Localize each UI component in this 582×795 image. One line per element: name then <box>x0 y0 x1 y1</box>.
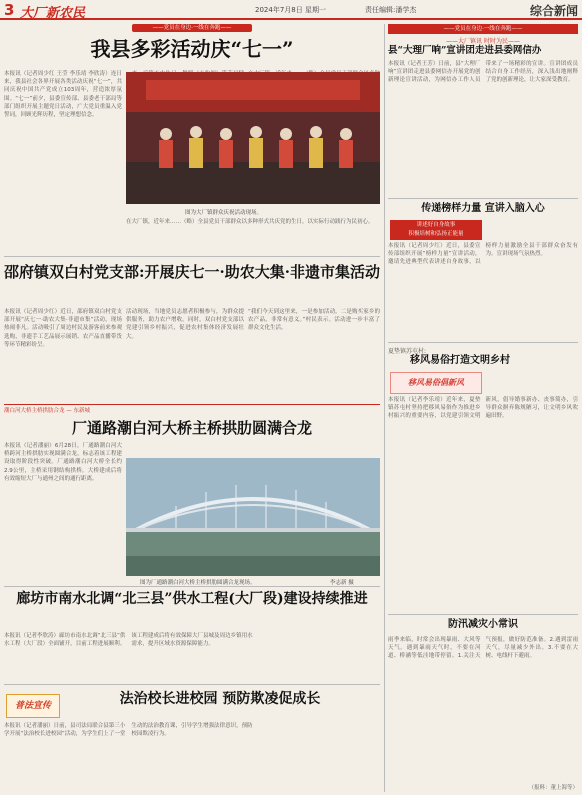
story1-photo <box>126 72 380 204</box>
story3-photo-caption: 图为厂通路潮白河大桥主桥拱肋圆满合龙现场。 <box>140 580 256 586</box>
story2-body-col1: 本报讯（记者周少红）近日，邵府镇双白村党支部开展“庆七一·助农大集·非遗市集”活动，现场热闹非凡。活动吸引了周边村民及游客前来参观选购，非遗手工艺品展示展销、农产品直播带货等环节精彩纷呈。 <box>4 309 122 348</box>
story3-body: 本报讯（记者潘丽）6月28日，厂通路潮白河大桥跨河主桥拱肋实现圆满合龙，标志着该工程建设取得阶段性突破。厂通路潮白河大桥全长约2.9公里，主桥采用钢结构拱桥，大桥建成后将有效缩短大厂与通州之间的通行距离。 <box>4 443 122 482</box>
right2-headline: 传递榜样力量 宣讲入脑入心 <box>421 203 545 214</box>
right1-body: 本报讯（记者王芳）日前，县“大理厂响”宣讲团走进县委网信办开展党的创新理论宣讲活动，为网信办工作人员带来了一场精彩的宣讲。宣讲团成员结合自身工作经历，深入浅出地阐释了党的创新理论，让大家深受教育。 <box>388 61 578 84</box>
divider <box>4 256 380 257</box>
right1-banner: ——党员在身边·一线在奔跑—— <box>388 24 578 34</box>
divider <box>388 198 578 199</box>
right1-kicker: ——大厂镇讯 时时为民—— <box>446 38 520 45</box>
right1-headline: 县“大理厂响”宣讲团走进县委网信办 <box>388 45 542 56</box>
divider <box>388 342 578 343</box>
divider <box>388 614 578 615</box>
issue-date: 2024年7月8日 星期一 <box>255 6 326 14</box>
story3-kicker: 潮白河大桥主桥拱肋合龙 — 东新城 <box>4 408 90 414</box>
section-title: 综合新闻 <box>529 4 578 18</box>
story4-headline: 廊坊市南水北调“北三县”供水工程(大厂段)建设持续推进 <box>16 591 368 607</box>
story5-headline: 法治校长进校园 预防欺凌促成长 <box>119 691 321 707</box>
page-number: 3 <box>4 1 15 19</box>
story1-body-col1: 本报讯（记者周少红 王莹 李乐靖 李欣涛）连日来，我县社会各界开展各类活动庆祝“七一”，共同庆祝中国共产党成立103周年，营造浓厚氛围。“七一”前夕，县委宣传部、县委老干部局等部门组织开展主题党日活动，广大党员重温入党誓词，回顾光辉历程，坚定理想信念。 <box>4 71 122 119</box>
right3-kicker: 夏垫镇苏屯村: <box>388 348 427 355</box>
story3-photo-credit: 李志新 摄 <box>330 580 354 586</box>
story2-headline: 邵府镇双白村党支部:开展庆七一·助农大集·非遗市集活动 <box>4 263 380 281</box>
story5-body: 本报讯（记者潘丽）日前，县司法局联合县第三小学开展“法治校长进校园”活动，为学生们上了一堂生动的法治教育课，引导学生增强法律意识，预防校园欺凌行为。 <box>4 723 253 738</box>
story1-body-tail: 在大厂镇，近年来……（略）全县党员干部群众以多种形式共庆党的生日，以实际行动践行为民初心。 <box>126 219 374 225</box>
right4-headline: 防汛减灾小常识 <box>448 619 518 630</box>
right2-body: 本报讯（记者周少红）近日，县委宣传部组织开展“榜样力量”宣讲活动，邀请先进典型代表讲述自身故事，以榜样力量激励全县干部群众奋发有为。宣讲现场气氛热烈。 <box>388 243 578 266</box>
editor-credit: 责任编辑:潘学杰 <box>365 6 417 14</box>
right4-credit: （报料：董上海等） <box>528 785 578 791</box>
story1-kicker: ——党员在身边·一线在奔跑—— <box>132 24 252 32</box>
story3-bridge-photo <box>126 458 380 576</box>
paper-brand: 大厂新农民 <box>20 6 86 21</box>
story4-body: 本报讯（记者李欣涛）廊坊市南水北调“北三县”供水工程（大厂段）全面铺开，目前工程进展顺利。该工程建成后将有效保障大厂县城及周边乡镇用水需求，提升区域水资源保障能力。 <box>4 633 253 648</box>
story1-photo-caption: 图为大厂镇群众庆祝活动现场。 <box>185 210 263 216</box>
story2-body-col3: “我们今天到这里来，一是参加活动，二是购买家乡的农产品，非常有意义。”村民表示。活动进一步丰富了群众文化生活。 <box>248 309 380 332</box>
column-divider <box>384 24 385 792</box>
right4-body: 雨季来临，时常会出现暴雨、大风等天气。遇到暴雨天气时，不要在河道、桥涵等低洼地带停留。1.关注天气预报，做好防范准备。2.遇到雷雨天气，尽量减少外出。3.不要在大树、电线杆下避雨。 <box>388 637 578 660</box>
right3-headline: 移风易俗打造文明乡村 <box>410 355 510 366</box>
story5-badge: 普法宣传 <box>6 694 60 718</box>
page-header <box>0 0 582 20</box>
story2-body-col2: 活动现场，当地党员志愿者积极参与，为群众提供服务，助力农户增收。同时，双白村党支部以党建引领乡村振兴，促进农村集体经济发展壮大。 <box>126 309 244 340</box>
divider <box>4 586 380 587</box>
right3-body: 本报讯（记者李乐靖）近年来，夏垫镇苏屯村坚持把移风易俗作为推进乡村振兴的重要内容，以党建引领文明新风，倡导婚事新办、丧事简办，引导群众摒弃陈规陋习，让文明乡风吹遍田野。 <box>388 397 578 420</box>
divider <box>4 404 380 405</box>
divider <box>4 684 380 685</box>
right2-tag: 讲述好自身故事 积极培树和弘扬正能量 <box>390 220 482 240</box>
story3-headline: 厂通路潮白河大桥主桥拱肋圆满合龙 <box>71 419 312 437</box>
story1-headline: 我县多彩活动庆“七一” <box>90 37 294 61</box>
right3-badge: 移风易俗倡新风 <box>390 372 482 394</box>
